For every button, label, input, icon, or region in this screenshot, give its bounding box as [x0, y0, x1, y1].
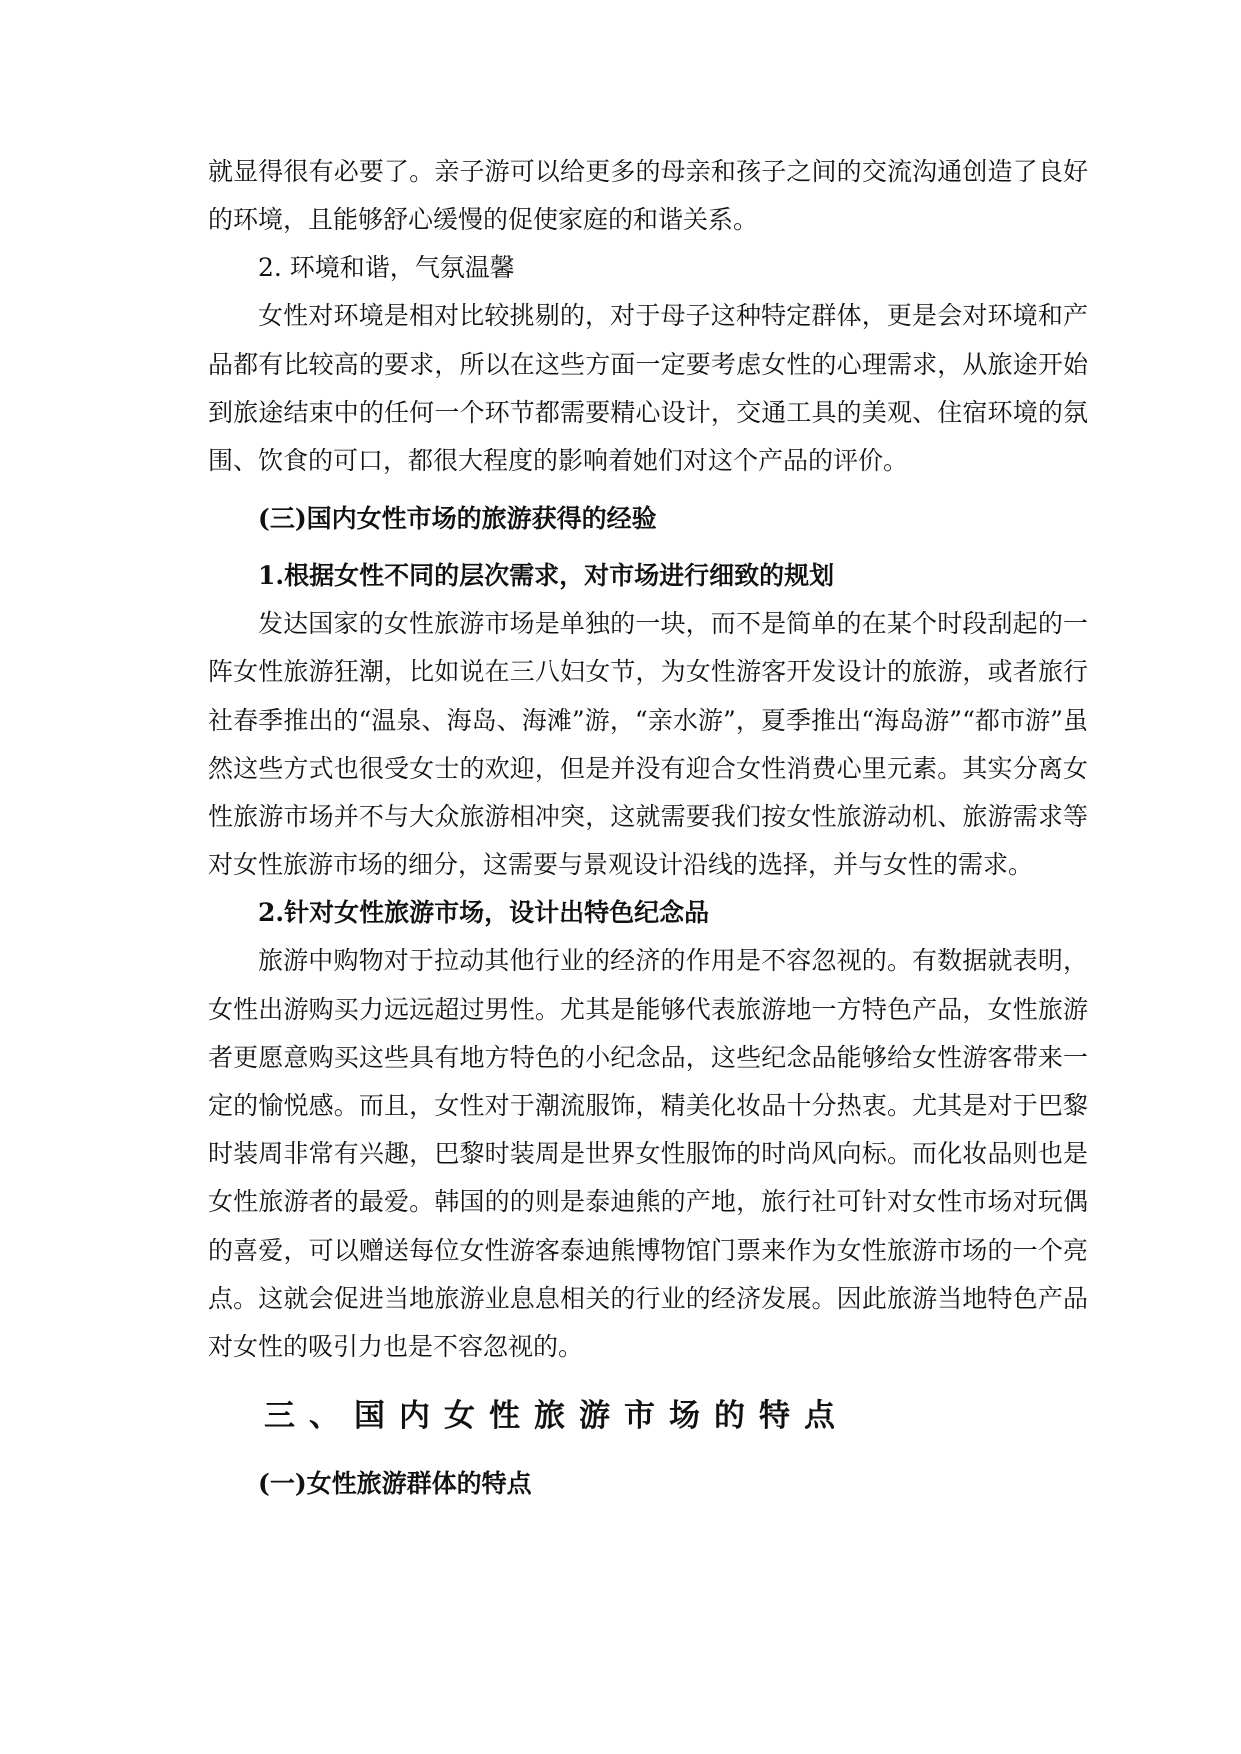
subheading-experience-1: 1.根据女性不同的层次需求，对市场进行细致的规划	[258, 561, 835, 591]
chapter-heading: 三、国内女性旅游市场的特点	[264, 1398, 849, 1435]
subheading-experience-2: 2.针对女性旅游市场，设计出特色纪念品	[258, 898, 710, 928]
section-heading-group: (一)女性旅游群体的特点	[258, 1469, 532, 1499]
section-heading-experience: (三)国内女性市场的旅游获得的经验	[258, 504, 657, 534]
paragraph-environment: 女性对环境是相对比较挑剔的，对于母子这种特定群体，更是会对环境和产品都有比较高的要求，所以在这些方面一定要考虑女性的心理需求，从旅途开始到旅途结束中的任何一个环节都需要精心设计，交通工具的美观、住宿环境的氛围、饮食的可口，都很大程度的影响着她们对这个产品的评价。	[208, 301, 1088, 476]
paragraph-experience-2: 旅游中购物对于拉动其他行业的经济的作用是不容忽视的。有数据就表明，女性出游购买力远远超过男性。尤其是能够代表旅游地一方特色产品，女性旅游者更愿意购买这些具有地方特色的小纪念品，这些纪念品能够给女性游客带来一定的愉悦感。而且，女性对于潮流服饰，精美化妆品十分热衷。尤其是对于巴黎时装周非常有兴趣，巴黎时装周是世界女性服饰的时尚风向标。而化妆品则也是女性旅游者的最爱。韩国的的则是泰迪熊的产地，旅行社可针对女性市场对玩偶的喜爱，可以赠送每位女性游客泰迪熊博物馆门票来作为女性旅游市场的一个亮点。这就会促进当地旅游业息息相关的行业的经济发展。因此旅游当地特色产品对女性的吸引力也是不容忽视的。	[208, 946, 1088, 1362]
subheading-environment: 2. 环境和谐，气氛温馨	[258, 253, 515, 283]
paragraph-experience-1: 发达国家的女性旅游市场是单独的一块，而不是简单的在某个时段刮起的一阵女性旅游狂潮，比如说在三八妇女节，为女性游客开发设计的旅游，或者旅行社春季推出的“温泉、海岛、海滩”游，“亲水游”，夏季推出“海岛游”“都市游”虽然这些方式也很受女士的欢迎，但是并没有迎合女性消费心里元素。其实分离女性旅游市场并不与大众旅游相冲突，这就需要我们按女性旅游动机、旅游需求等对女性旅游市场的细分，这需要与景观设计沿线的选择，并与女性的需求。	[208, 609, 1088, 880]
paragraph-continuation: 就显得很有必要了。亲子游可以给更多的母亲和孩子之间的交流沟通创造了良好的环境，且能够舒心缓慢的促使家庭的和谐关系。	[208, 157, 1088, 235]
document-page	[208, 148, 1088, 1508]
